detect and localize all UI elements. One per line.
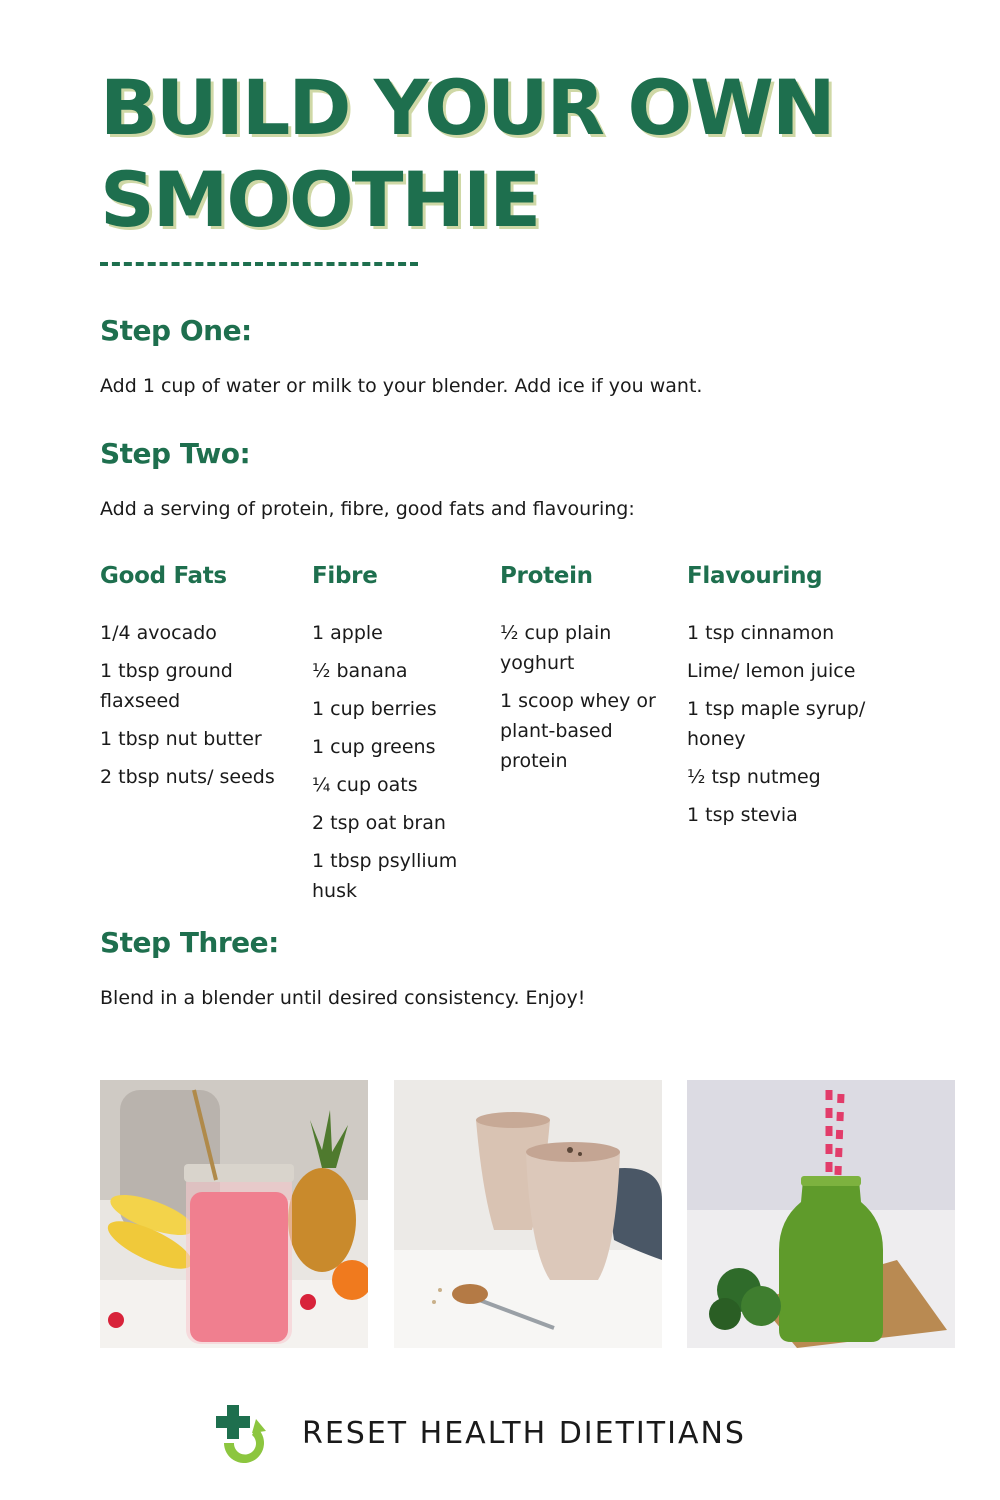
step-three-text: Blend in a blender until desired consistency. Enjoy! [100,987,586,1009]
list-item: 1/4 avocado [100,622,217,644]
column-heading: Flavouring [687,563,823,589]
column-heading: Good Fats [100,563,227,589]
list-item: ½ tsp nutmeg [687,766,821,788]
list-item: 1 tsp cinnamon [687,622,835,644]
page-title [100,62,960,246]
step-two-text: Add a serving of protein, fibre, good fats and flavouring: [100,498,635,520]
column-protein [500,560,665,784]
green-smoothie-photo [687,1080,955,1348]
step-three-heading: Step Three: [100,926,279,959]
step-one-heading: Step One: [100,314,252,347]
list-item: ½ cup plain yoghurt [500,622,612,674]
ingredient-list [687,618,867,830]
column-fibre [312,560,482,914]
list-item: 1 tbsp ground flaxseed [100,660,233,712]
list-item: ¼ cup oats [312,774,418,796]
list-item: 2 tbsp nuts/ seeds [100,766,275,788]
ingredient-list [100,618,275,792]
reset-health-logo-icon [212,1403,274,1465]
step-two-heading: Step Two: [100,437,251,470]
list-item: ½ banana [312,660,408,682]
list-item: Lime/ lemon juice [687,660,856,682]
column-heading: Fibre [312,563,378,589]
list-item: 1 scoop whey or plant-based protein [500,690,656,772]
dashed-divider [100,262,418,266]
column-heading: Protein [500,563,593,589]
berry-smoothie-photo [100,1080,368,1348]
list-item: 1 apple [312,622,383,644]
column-good-fats [100,560,275,800]
ingredient-list [500,618,665,776]
list-item: 2 tsp oat bran [312,812,446,834]
page-title-line-2: SMOOTHIE [100,155,540,244]
list-item: 1 cup berries [312,698,437,720]
ingredient-list [312,618,482,906]
page-title-line-1: BUILD YOUR OWN [100,63,834,152]
list-item: 1 tsp stevia [687,804,798,826]
list-item: 1 tbsp psyllium husk [312,850,458,902]
chocolate-smoothie-photo [394,1080,662,1348]
column-flavouring [687,560,867,838]
step-one-text: Add 1 cup of water or milk to your blender. Add ice if you want. [100,375,703,397]
list-item: 1 cup greens [312,736,436,758]
brand-name: RESET HEALTH DIETITIANS [302,1416,746,1451]
list-item: 1 tsp maple syrup/ honey [687,698,866,750]
list-item: 1 tbsp nut butter [100,728,262,750]
